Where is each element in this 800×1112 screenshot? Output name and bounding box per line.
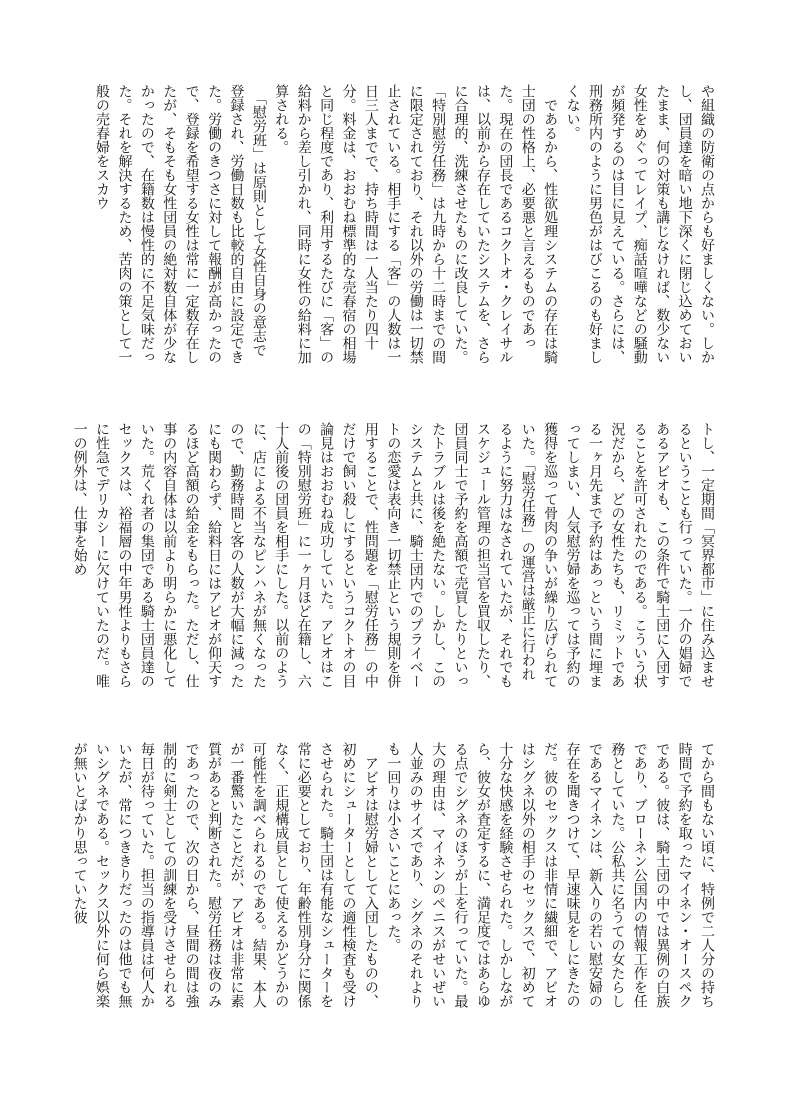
text-block-middle: [71, 422, 718, 694]
paragraph: アビオは慰労婦として入団したものの、初めにシューターとしての適性検査も受けさせられた。騎士団は有能なシューターを常に必要としており、年齢性別身分に関係なく、正規構成員として使えるかどうかの可能性を調べられるのである。結果、本人が一番驚いたことだが、アビオは非常に素質があると判断された。慰労任務は夜のみであったので、次の日から、昼間の間は強制的に剣士としての訓練を受けさせられる毎日が待っていた。担当の指導員は何人かいたが、常につききりだったのは他でも無いシグネである。セックス以外に何ら娯楽が無いとばかり思っていた彼: [71, 742, 379, 1008]
paragraph: てから間もない頃に、特例で二人分の持ち時間で予約を取ったマイネン・オースペクである。彼は、騎士団の中では異例の白族であり、ブローネン公国内の情報工作を任務としていた。公私共に名うての女たらしであるマイネンは、新入りの若い慰安婦の存在を聞きつけて、早速味見をしにきたのだ。彼のセックスは非情に繊細で、アビオはシグネ以外の相手のセックスで、初めて十分な快感を経験させられた。しかしながら、彼女が査定するに、満足度ではあらゆる点でシグネのほうが上を行っていた。最大の理由は、マイネンのペニスがせいぜい人並みのサイズであり、シグネのそれよりも一回りは小さいことにあった。: [385, 742, 715, 1008]
text-block-lower: [71, 742, 718, 1014]
paragraph: トし、一定期間「冥界都市」に住み込ませるということも行っていた。一介の娼婦であるアビオも、この条件で騎士団に入団することを許可されたのである。こういう状況だから、どの女性たちも、リミットである一ヶ月先まで予約はあっという間に埋まってしまい、人気慰労婦を巡っては予約の獲得を巡って骨肉の争いが繰り広げられていた。「慰労任務」の運営は厳正に行われるように努力はなされていたが、それでもスケジュール管理の担当官を買収したり、団員同士で予約を高額で売買したりといったトラブルは後を絶たない。しかし、このシステムと共に、騎士団内でのプライベートの恋愛は表向き一切禁止という規則を併用することで、性問題を「慰労任務」の中だけで飼い殺しにするというコクトオの目論見はおおむね成功していた。アビオはこの「特別慰労班」に一ヶ月ほど在籍し、六十人前後の団員を相手にした。以前のように、店による不当なピンハネが無くなったので、勤務時間と客の人数が大幅に減ったにも関わらず、給料日にはアビオが仰天するほど高額の給金をもらった。ただし、仕事の内容自体は以前より明らかに悪化していた。荒くれ者の集団である騎士団員達のセックスは、裕福層の中年男性よりもさらに性急でデリカシーに欠けていたのだ。唯一の例外は、仕事を始め: [71, 422, 715, 688]
paragraph: 「慰労班」は原則として女性自身の意志で登録され、労働日数も比較的自由に設定できた。労働のきつさに対して報酬が高かったので、登録を希望する女性は常に一定数存在したが、そもそも女性団員の絶対数自体が少なかったので、在籍数は慢性的に不足気味だった。それを解決するため、苦肉の策として一般の売春婦をスカウ: [94, 84, 267, 364]
paragraph: や組織の防衛の点からも好ましくない。しかし、団員達を暗い地下深くに閉じ込めておいたまま、何の対策も講じなければ、数少ない女性をめぐってレイプ、痴話喧嘩などの騒動が頻発するのは目に見えている。さらには、刑務所内のように男色がはびこるのも好ましくない。: [564, 84, 715, 364]
paragraph: であるから、性欲処理システムの存在は騎士団の性格上、必要悪と言えるものであった。現在の団長であるコクトオ・クレイサルは、以前から存在していたシステムを、さらに合理的、洗練させたものに改良していた。「特別慰労任務」は九時から十二時までの間に限定されており、それ以外の労働は一切禁止されている。相手にする「客」の人数は一日三人までで、持ち時間は一人当たり四十分。料金は、おおむね標準的な売春宿の相場と同じ程度であり、利用するたびに「客」の給料から差し引かれ、同時に女性の給料に加算される。: [273, 84, 559, 364]
text-block-upper: [90, 84, 718, 364]
